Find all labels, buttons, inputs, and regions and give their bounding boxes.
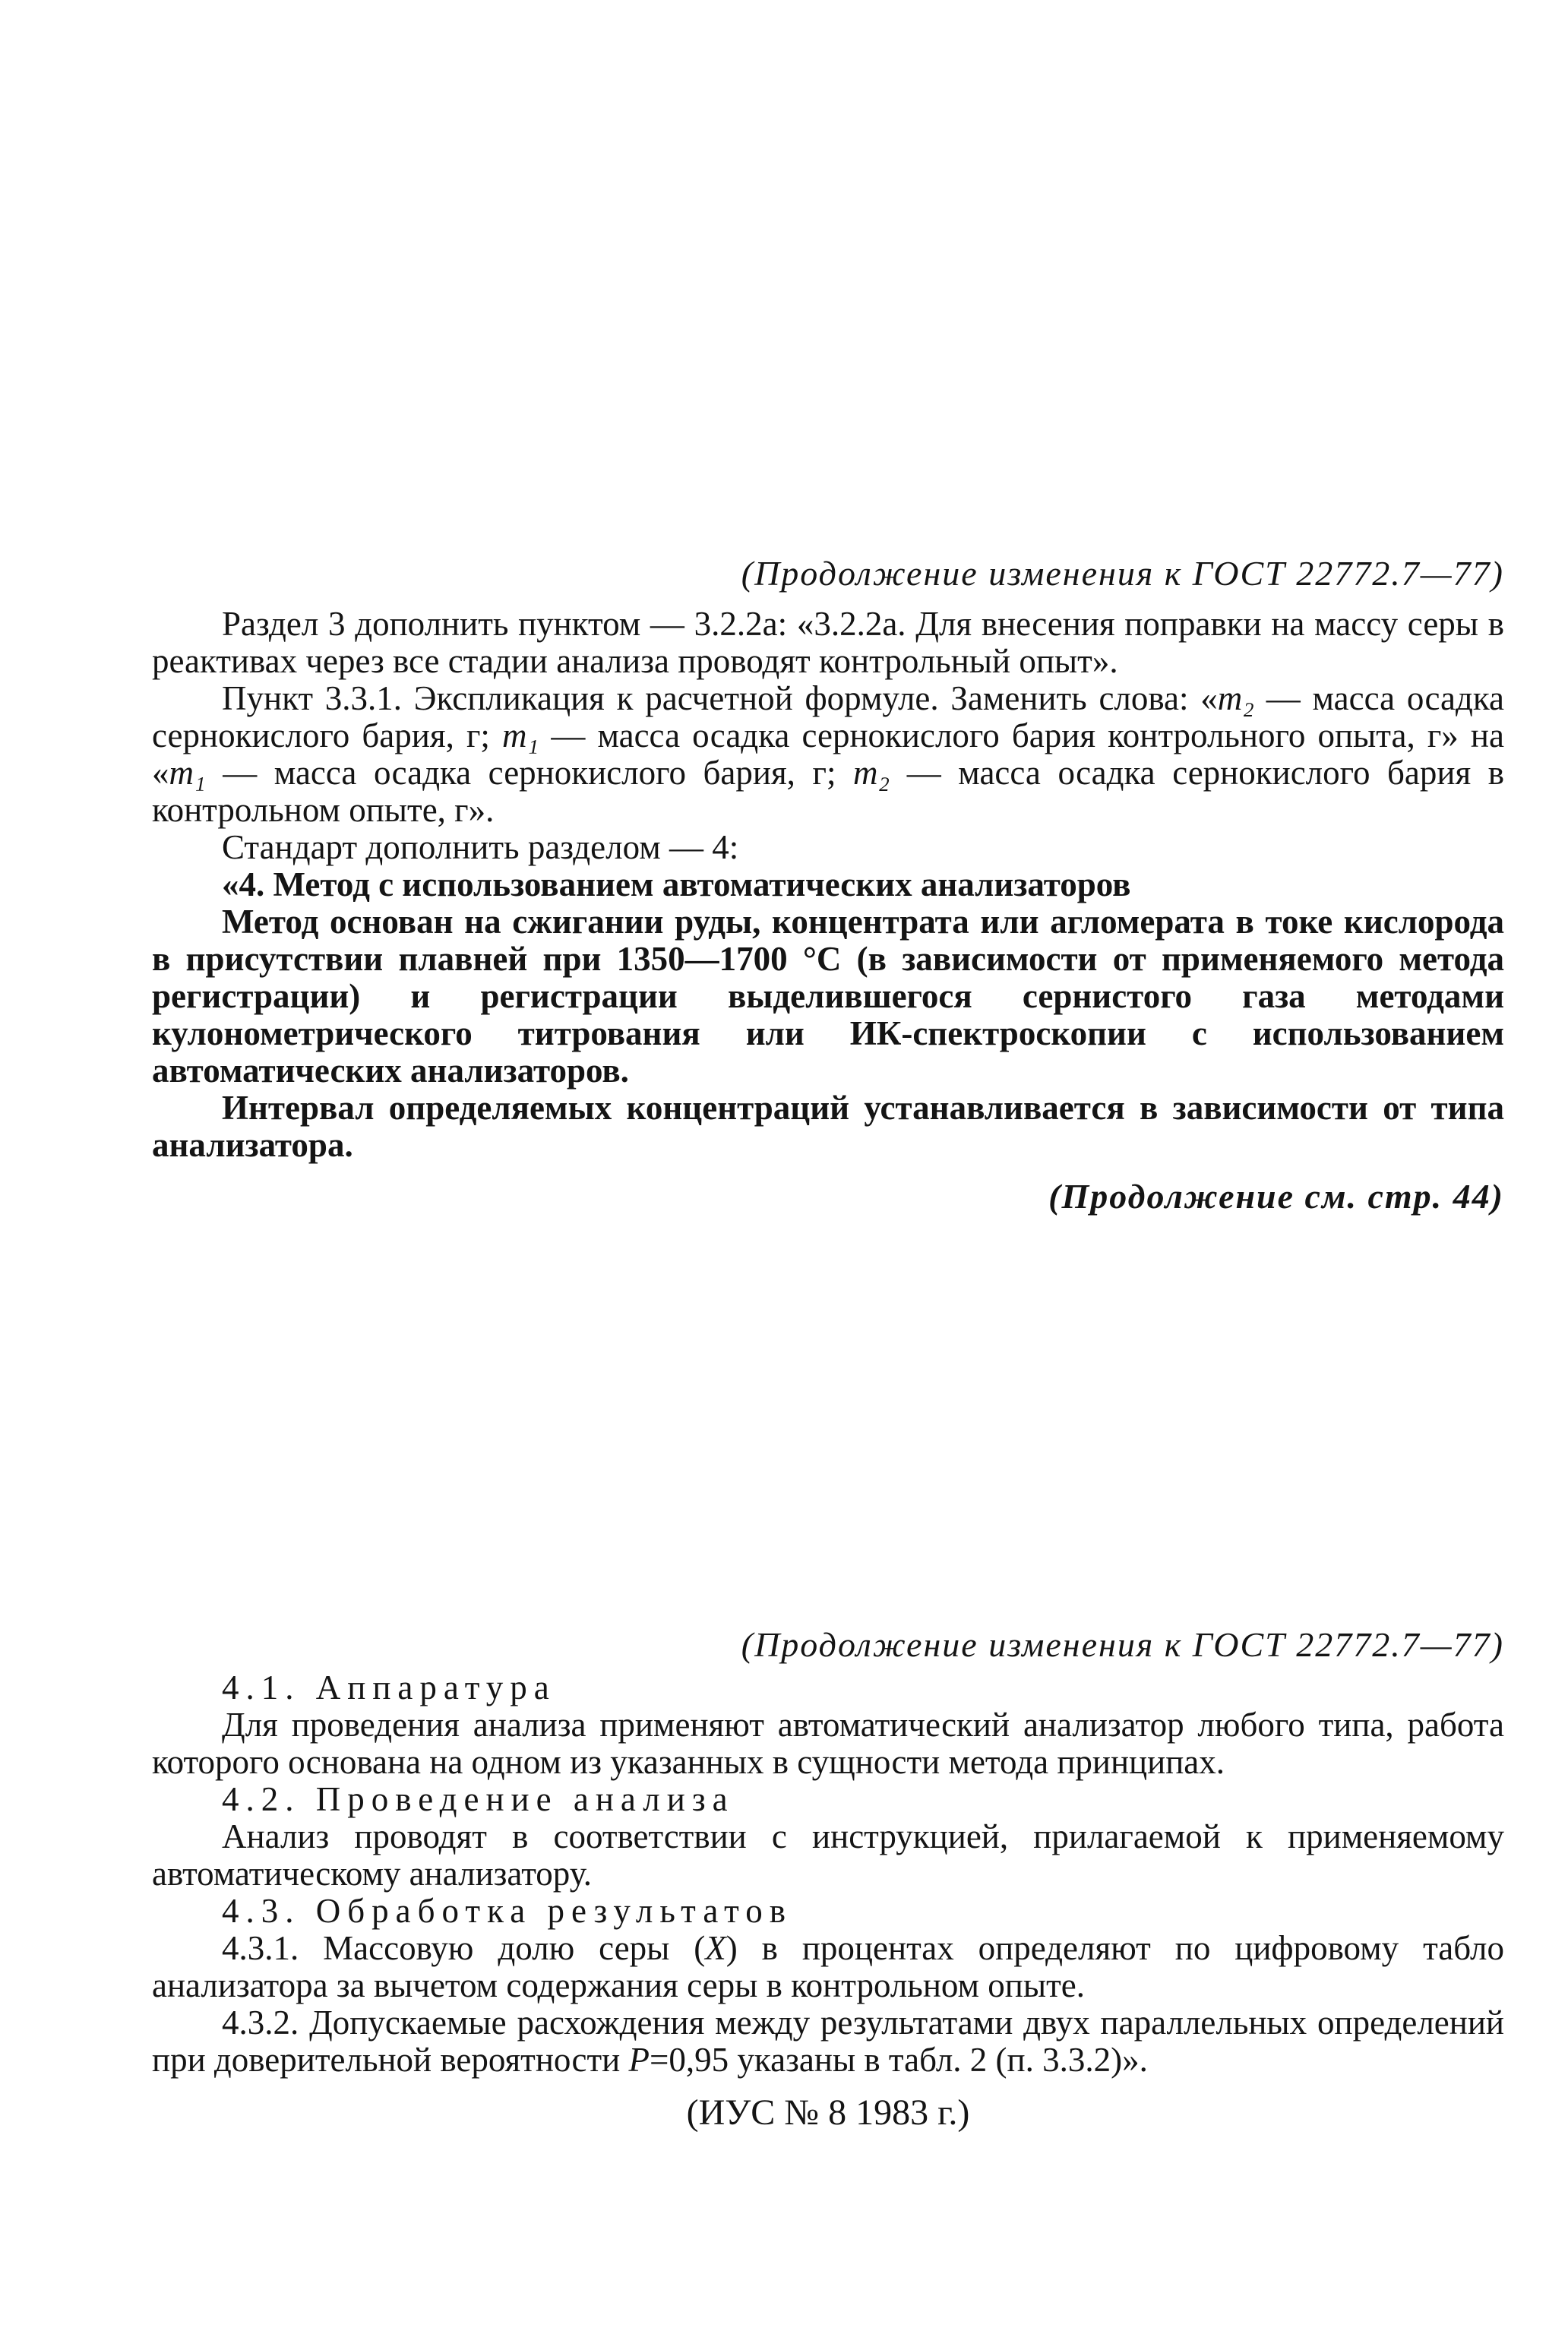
- text: — масса осадка сернокислого бария в контрольном опыте, г».: [152, 754, 1504, 829]
- continuation-footer: (Продолжение см. стр. 44): [1048, 1177, 1504, 1216]
- section-4-2-title: 4.2. Проведение анализа: [222, 1780, 735, 1818]
- symbol-m2: m₂: [1217, 679, 1254, 717]
- text: — масса осадка сернокислого бария контрольного опыта, г» на «: [152, 716, 1504, 792]
- symbol-m1: m₁: [169, 754, 206, 792]
- method-description: Метод основан на сжигании руды, концентрата или агломерата в токе кислорода в присутствии плавней при 1350—1700 °С (в зависимости от применяемого метода регистрации) и регистрации выделившегося сернистого газа методами кулонометрического титрования или ИК-спектроскопии с использованием автоматических анализаторов.: [152, 903, 1504, 1090]
- symbol-m2: m₂: [853, 754, 890, 792]
- paragraph-section-3: Раздел 3 дополнить пунктом — 3.2.2а: «3.2.2а. Для внесения поправки на массу серы в реактивах через все стадии анализа проводят контрольный опыт».: [152, 605, 1504, 680]
- text: Пункт 3.3.1. Экспликация к расчетной формуле. Заменить слова: «: [222, 679, 1218, 717]
- continuation-header: (Продолжение изменения к ГОСТ 22772.7—77): [741, 1625, 1504, 1664]
- text: 4.3.1. Массовую долю серы (: [222, 1929, 706, 1967]
- paragraph-item-3-3-1: [152, 680, 1504, 829]
- section-4-title: «4. Метод с использованием автоматических анализаторов: [222, 865, 1131, 903]
- text: — масса осадка сернокислого бария, г;: [205, 754, 854, 792]
- amendment-block-2: [152, 1626, 1504, 2131]
- text: — масса осадка сернокислого бария, г;: [152, 679, 1504, 754]
- paragraph-add-section: Стандарт дополнить разделом — 4:: [222, 828, 739, 866]
- concentration-interval: Интервал определяемых концентраций устанавливается в зависимости от типа анализатора.: [152, 1089, 1504, 1164]
- section-4-3-title: 4.3. Обработка результатов: [222, 1892, 792, 1930]
- paragraph-4-3-2: [152, 2004, 1504, 2079]
- symbol-m1: m₁: [502, 716, 539, 754]
- section-4-1-title: 4.1. Аппаратура: [222, 1668, 556, 1706]
- symbol-p: P: [628, 2041, 650, 2079]
- text: ) в процентах определяют по цифровому табло анализатора за вычетом содержания серы в контрольном опыте.: [152, 1929, 1504, 2004]
- text: 4.3.2. Допускаемые расхождения между результатами двух параллельных определений при доверительной вероятности: [152, 2004, 1504, 2079]
- text: =0,95 указаны в табл. 2 (п. 3.3.2)».: [650, 2041, 1148, 2079]
- amendment-block-1: [152, 555, 1504, 1215]
- paragraph-4-1: Для проведения анализа применяют автоматический анализатор любого типа, работа которого основана на одном из указанных в сущности метода принципах.: [152, 1706, 1504, 1781]
- paragraph-4-2: Анализ проводят в соответствии с инструкцией, прилагаемой к применяемому автоматическому анализатору.: [152, 1817, 1504, 1893]
- ius-reference: (ИУС № 8 1983 г.): [686, 2092, 970, 2133]
- continuation-header: (Продолжение изменения к ГОСТ 22772.7—77): [741, 554, 1504, 593]
- paragraph-4-3-1: [152, 1930, 1504, 2004]
- symbol-x: X: [705, 1929, 726, 1967]
